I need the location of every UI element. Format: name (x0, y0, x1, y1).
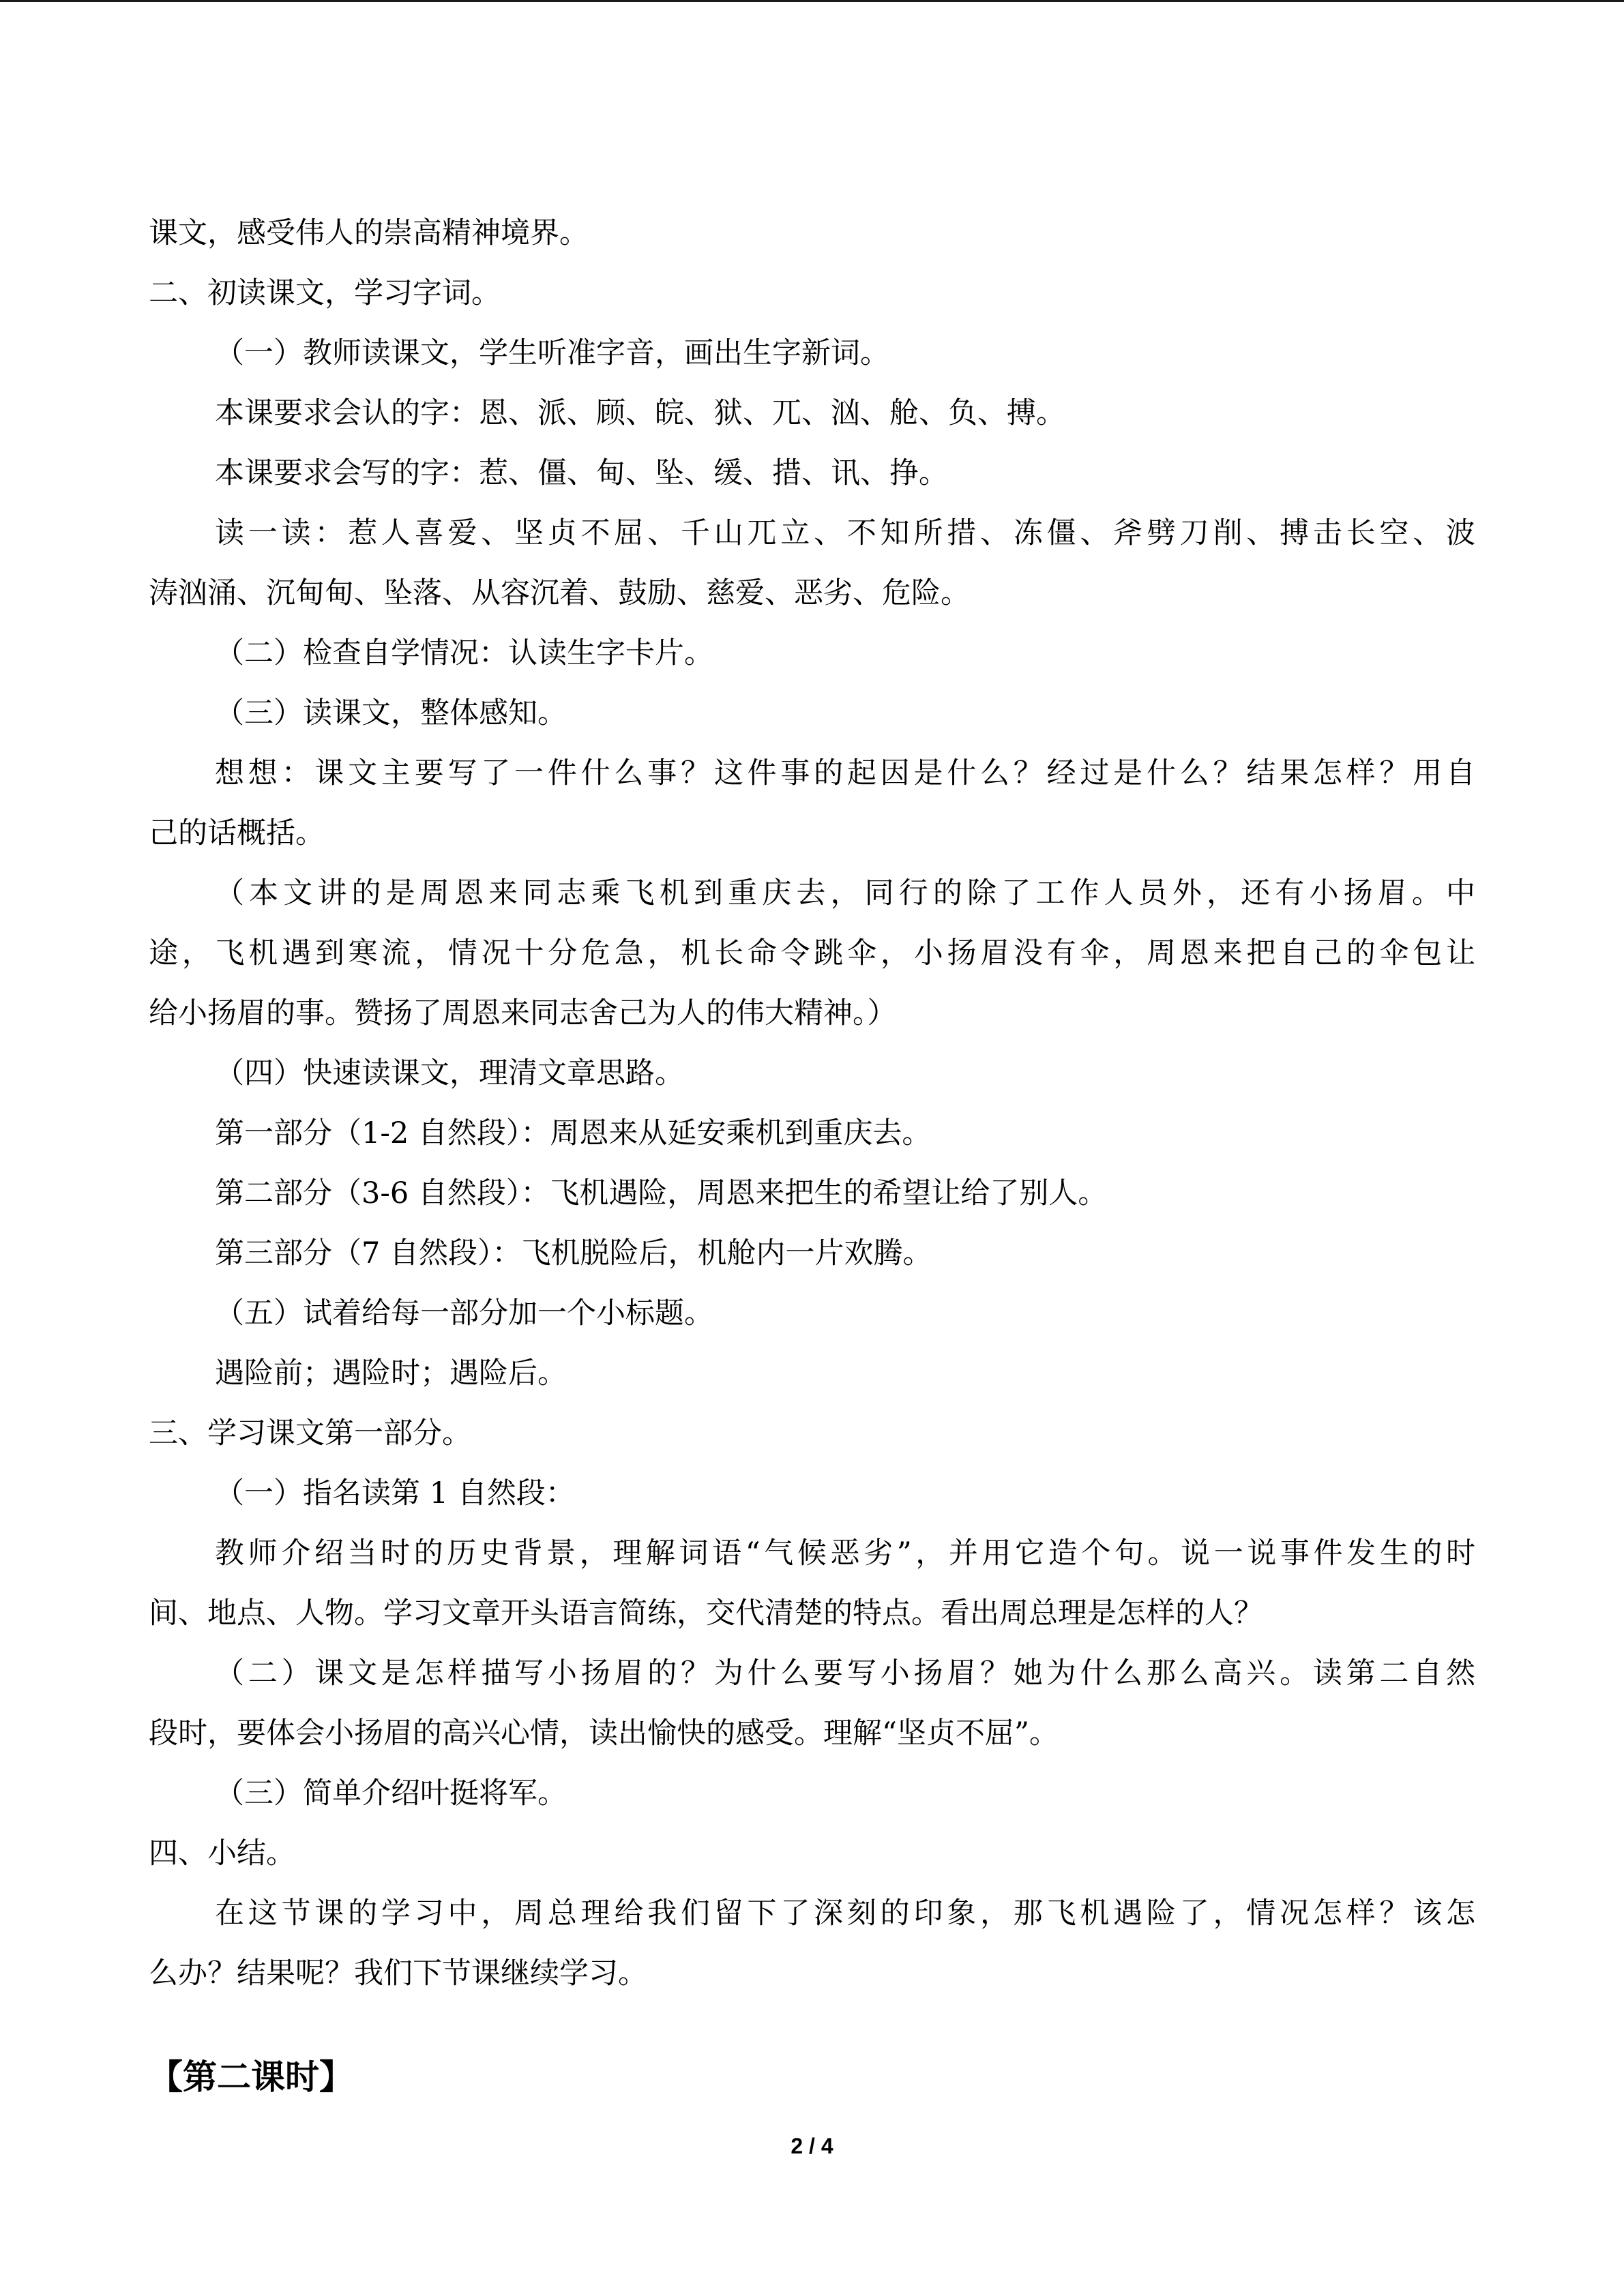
text-line: 涛汹涌、沉甸甸、坠落、从容沉着、鼓励、慈爱、恶劣、危险。 (149, 576, 970, 610)
document-body (149, 203, 1475, 2003)
text-line: （一）教师读课文，学生听准字音，画出生字新词。 (215, 336, 889, 370)
text-line: （三）读课文，整体感知。 (215, 696, 567, 730)
text-line: （三）简单介绍叶挺将军。 (215, 1776, 567, 1810)
text-line: 本课要求会认的字：恩、派、顾、皖、狱、兀、汹、舱、负、搏。 (215, 396, 1065, 430)
text-line: （二）课文是怎样描写小扬眉的？为什么要写小扬眉？她为什么那么高兴。读第二自然 (215, 1656, 1475, 1690)
text-line: 途，飞机遇到寒流，情况十分危急，机长命令跳伞，小扬眉没有伞，周恩来把自己的伞包让 (149, 936, 1475, 970)
text-line: 四、小结。 (149, 1836, 295, 1870)
text-line: （本文讲的是周恩来同志乘飞机到重庆去，同行的除了工作人员外，还有小扬眉。中 (215, 876, 1475, 910)
text-line: 读一读：惹人喜爱、坚贞不屈、千山兀立、不知所措、冻僵、斧劈刀削、搏击长空、波 (215, 516, 1475, 550)
text-line: 课文，感受伟人的崇高精神境界。 (149, 216, 589, 250)
text-line: 想想：课文主要写了一件什么事？这件事的起因是什么？经过是什么？结果怎样？用自 (215, 756, 1475, 790)
text-line: （五）试着给每一部分加一个小标题。 (215, 1296, 713, 1330)
text-line: 第二部分（3-6 自然段）：飞机遇险，周恩来把生的希望让给了别人。 (215, 1176, 1108, 1210)
text-line: 三、学习课文第一部分。 (149, 1416, 471, 1450)
text-line: （四）快速读课文，理清文章思路。 (215, 1056, 684, 1090)
text-line: 在这节课的学习中，周总理给我们留下了深刻的印象，那飞机遇险了，情况怎样？该怎 (215, 1896, 1475, 1930)
page-number: 2 / 4 (791, 2134, 833, 2158)
text-line: 第三部分（7 自然段）：飞机脱险后，机舱内一片欢腾。 (215, 1236, 932, 1270)
text-line: 二、初读课文，学习字词。 (149, 276, 501, 310)
text-line: 己的话概括。 (149, 816, 325, 850)
text-line: 间、地点、人物。学习文章开头语言简练，交代清楚的特点。看出周总理是怎样的人？ (149, 1596, 1263, 1630)
text-line: 遇险前；遇险时；遇险后。 (215, 1356, 567, 1390)
text-line: 教师介绍当时的历史背景，理解词语“气候恶劣”，并用它造个句。说一说事件发生的时 (215, 1536, 1475, 1570)
text-line: 段时，要体会小扬眉的高兴心情，读出愉快的感受。理解“坚贞不屈”。 (149, 1716, 1059, 1750)
top-border-line (0, 0, 1624, 2)
text-line: 本课要求会写的字：惹、僵、甸、坠、缓、措、讯、挣。 (215, 456, 948, 490)
text-line: 第一部分（1-2 自然段）：周恩来从延安乘机到重庆去。 (215, 1116, 932, 1150)
text-line: 给小扬眉的事。赞扬了周恩来同志舍己为人的伟大精神。） (149, 996, 897, 1030)
section-heading: 【第二课时】 (149, 2057, 353, 2097)
text-line: 么办？结果呢？我们下节课继续学习。 (149, 1956, 647, 1991)
text-line: （一）指名读第 1 自然段： (215, 1476, 575, 1510)
text-line: （二）检查自学情况：认读生字卡片。 (215, 636, 713, 670)
